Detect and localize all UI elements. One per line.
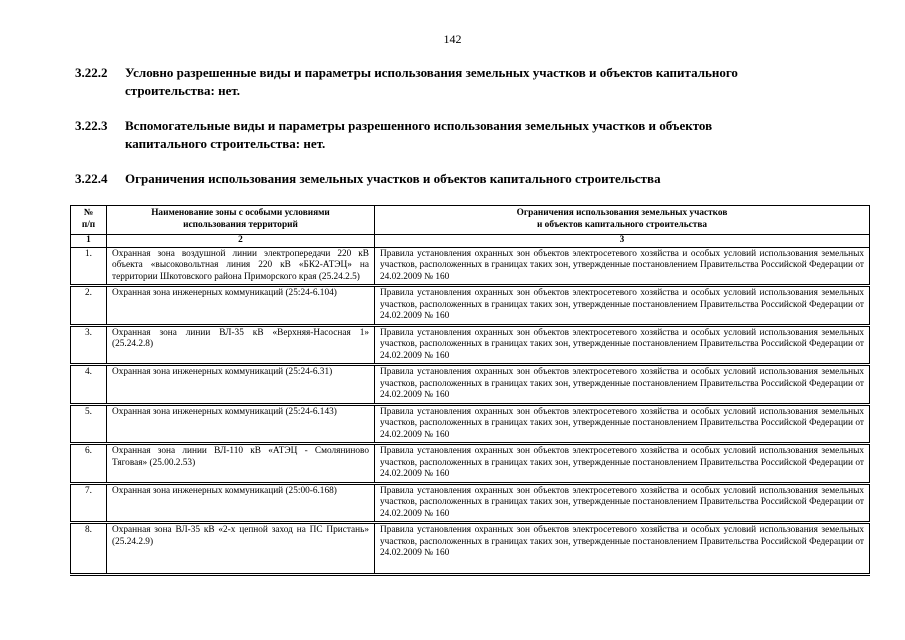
- restriction-cell: Правила установления охранных зон объектов электросетевого хозяйства и особых условий использования земельных участков, расположенных в границах таких зон, утвержденные постановлением Правительства Российской Федерации от 24.02.2009 № 160: [375, 286, 870, 326]
- zone-name-cell: Охранная зона линии ВЛ-35 кВ «Верхняя-Насосная 1» (25.24.2.8): [107, 325, 375, 365]
- restriction-cell: Правила установления охранных зон объектов электросетевого хозяйства и особых условий использования земельных участков, расположенных в границах таких зон, утвержденные постановлением Правительства Российской Федерации от 24.02.2009 № 160: [375, 365, 870, 405]
- table-row: [71, 523, 870, 575]
- header-restrictions: [375, 206, 870, 235]
- table-row: [71, 247, 870, 286]
- row-number-cell: 7.: [71, 483, 107, 523]
- zone-name-cell: Охранная зона воздушной линии электропередачи 220 кВ объекта «высоковольтная линия 220 кВ «БК2-АТЭЦ» на территории Шкотовского района Приморского края (25.24.2.5): [107, 247, 375, 286]
- row-number-cell: 6.: [71, 444, 107, 484]
- row-number-cell: 3.: [71, 325, 107, 365]
- restriction-cell: Правила установления охранных зон объектов электросетевого хозяйства и особых условий использования земельных участков, расположенных в границах таких зон, утвержденные постановлением Правительства Российской Федерации от 24.02.2009 № 160: [375, 483, 870, 523]
- page-number: 142: [443, 32, 462, 46]
- header-text-line: п/п: [81, 219, 96, 230]
- row-number-cell: 4.: [71, 365, 107, 405]
- section-3-22-4: [75, 170, 865, 188]
- restriction-cell: Правила установления охранных зон объектов электросетевого хозяйства и особых условий использования земельных участков, расположенных в границах таких зон, утвержденные постановлением Правительства Российской Федерации от 24.02.2009 № 160: [375, 444, 870, 484]
- zone-name-cell: Охранная зона инженерных коммуникаций (25:24-6.143): [107, 404, 375, 444]
- table-row: [71, 286, 870, 326]
- section-number: 3.22.4: [75, 171, 108, 186]
- header-text-line: №: [83, 208, 94, 218]
- column-number: 1: [71, 235, 107, 248]
- row-number-cell: 5.: [71, 404, 107, 444]
- section-3-22-2: [75, 64, 865, 100]
- restriction-cell: Правила установления охранных зон объектов электросетевого хозяйства и особых условий использования земельных участков, расположенных в границах таких зон, утвержденные постановлением Правительства Российской Федерации от 24.02.2009 № 160: [375, 247, 870, 286]
- restriction-cell: Правила установления охранных зон объектов электросетевого хозяйства и особых условий использования земельных участков, расположенных в границах таких зон, утвержденные постановлением Правительства Российской Федерации от 24.02.2009 № 160: [375, 404, 870, 444]
- section-heading: Вспомогательные виды и параметры разрешенного использования земельных участков и объектов: [125, 118, 713, 133]
- zone-name-cell: Охранная зона ВЛ-35 кВ «2-х цепной заход на ПС Пристань» (25.24.2.9): [107, 523, 375, 575]
- section-3-22-3: [75, 117, 865, 153]
- row-number-cell: 2.: [71, 286, 107, 326]
- section-heading-continuation: капитального строительства: нет.: [125, 136, 326, 151]
- table-row: [71, 404, 870, 444]
- section-heading: Условно разрешенные виды и параметры использования земельных участков и объектов капитального: [125, 65, 738, 80]
- table-header-row: [71, 206, 870, 235]
- restrictions-table: [70, 205, 870, 576]
- zone-name-cell: Охранная зона инженерных коммуникаций (25:24-6.104): [107, 286, 375, 326]
- header-text-line: и объектов капитального строительства: [537, 219, 707, 230]
- zone-name-cell: Охранная зона инженерных коммуникаций (25:00-6.168): [107, 483, 375, 523]
- header-text-line: использования территорий: [183, 219, 298, 230]
- header-text-line: Ограничения использования земельных участков: [516, 208, 728, 218]
- header-text-line: Наименование зоны с особыми условиями: [151, 208, 330, 218]
- row-number-cell: 1.: [71, 247, 107, 286]
- table-row: [71, 444, 870, 484]
- row-number-cell: 8.: [71, 523, 107, 575]
- zone-name-cell: Охранная зона линии ВЛ-110 кВ «АТЭЦ - Смоляниново Тяговая» (25.00.2.53): [107, 444, 375, 484]
- header-zone-name: [107, 206, 375, 235]
- table-row: [71, 365, 870, 405]
- column-number: 2: [107, 235, 375, 248]
- table-row: [71, 325, 870, 365]
- section-number: 3.22.2: [75, 65, 108, 80]
- header-number: [71, 206, 107, 235]
- zone-name-cell: Охранная зона инженерных коммуникаций (25:24-6.31): [107, 365, 375, 405]
- column-number: 3: [375, 235, 870, 248]
- section-heading-continuation: строительства: нет.: [125, 83, 241, 98]
- table-row: [71, 483, 870, 523]
- restriction-cell: Правила установления охранных зон объектов электросетевого хозяйства и особых условий использования земельных участков, расположенных в границах таких зон, утвержденные постановлением Правительства Российской Федерации от 24.02.2009 № 160: [375, 325, 870, 365]
- table-body: [71, 247, 870, 575]
- section-heading: Ограничения использования земельных участков и объектов капитального строительства: [125, 171, 661, 186]
- section-number: 3.22.3: [75, 118, 108, 133]
- column-number-row: [71, 235, 870, 248]
- restriction-cell: Правила установления охранных зон объектов электросетевого хозяйства и особых условий использования земельных участков, расположенных в границах таких зон, утвержденные постановлением Правительства Российской Федерации от 24.02.2009 № 160: [375, 523, 870, 575]
